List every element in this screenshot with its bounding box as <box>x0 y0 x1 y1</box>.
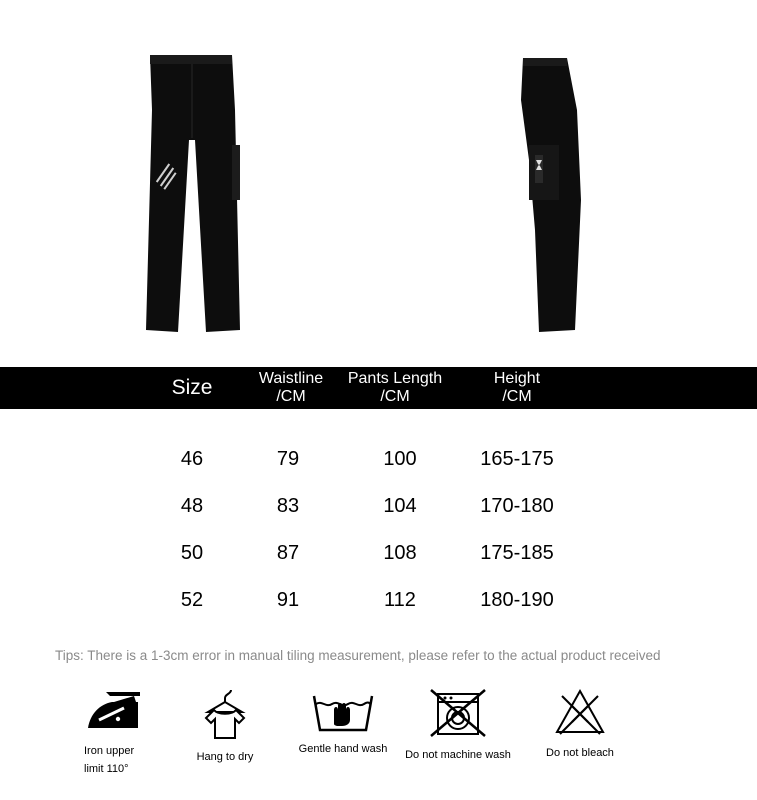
cell-waistline: 79 <box>276 448 300 470</box>
care-item-hang <box>180 688 270 766</box>
care-label: Gentle hand wash <box>298 743 388 755</box>
cell-size: 46 <box>180 448 204 470</box>
size-table-header <box>0 367 757 409</box>
header-height: Height /CM <box>493 370 541 405</box>
care-label: Do not bleach <box>546 747 614 759</box>
cell-waistline: 83 <box>276 495 300 517</box>
iron-icon <box>84 688 144 734</box>
care-item-hand-wash <box>290 688 396 758</box>
no-machine-wash-icon <box>429 688 487 738</box>
cell-height: 175-185 <box>480 542 554 564</box>
cell-pants-length: 104 <box>383 495 417 517</box>
care-label: Iron upper limit 110° <box>84 745 135 775</box>
care-item-iron <box>70 688 158 778</box>
header-waistline: Waistline /CM <box>258 370 324 405</box>
cell-size: 50 <box>180 542 204 564</box>
tips-text: Tips: There is a 1-3cm error in manual tiling measurement, please refer to the actual product received <box>55 648 661 663</box>
care-item-no-bleach <box>535 688 625 762</box>
header-pants-length: Pants Length /CM <box>347 370 443 405</box>
black-cargo-pants-side-icon <box>515 50 585 335</box>
black-cargo-pants-front-icon <box>140 50 245 335</box>
cell-pants-length: 100 <box>383 448 417 470</box>
cell-size: 48 <box>180 495 204 517</box>
cell-size: 52 <box>180 589 204 611</box>
cell-height: 180-190 <box>480 589 554 611</box>
cell-pants-length: 108 <box>383 542 417 564</box>
no-bleach-icon <box>554 688 606 736</box>
table-row <box>0 495 757 525</box>
table-row <box>0 448 757 478</box>
table-row <box>0 589 757 619</box>
care-item-no-machine-wash <box>398 688 518 764</box>
cell-height: 170-180 <box>480 495 554 517</box>
product-photos <box>0 0 757 360</box>
care-label: Do not machine wash <box>405 749 511 761</box>
hanger-shirt-icon <box>200 688 250 740</box>
cell-pants-length: 112 <box>384 589 416 611</box>
cell-waistline: 87 <box>276 542 300 564</box>
cell-waistline: 91 <box>276 589 300 611</box>
care-label: Hang to dry <box>196 751 254 763</box>
cell-height: 165-175 <box>480 448 554 470</box>
header-size: Size <box>171 376 213 399</box>
table-row <box>0 542 757 572</box>
hand-wash-icon <box>312 688 374 732</box>
